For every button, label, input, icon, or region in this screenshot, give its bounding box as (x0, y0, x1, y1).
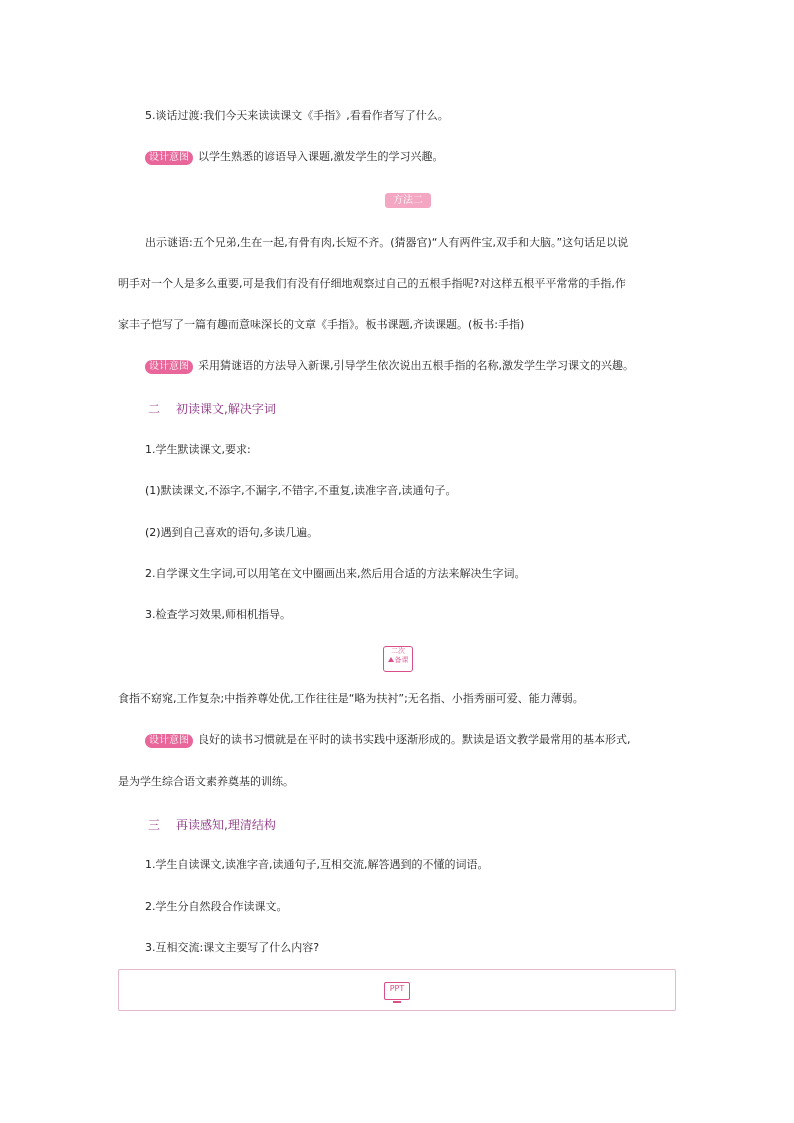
section-title: 初读课文,解决字词 (176, 402, 276, 416)
step-2-reread-text: 2.学生分自然段合作读课文。 (145, 900, 288, 913)
requirement-1-text: (1)默读课文,不添字,不漏字,不错字,不重复,读准字音,读通句子。 (145, 484, 457, 497)
ppt-icon (384, 982, 410, 1000)
section-number: 二 (148, 402, 161, 416)
step-3-reread-text: 3.互相交流:课文主要写了什么内容? (145, 941, 320, 954)
method-two-label: 方法二 (385, 193, 431, 208)
riddle-paragraph-line-1: 出示谜语:五个兄弟,生在一起,有骨有肉,长短不齐。(猜器官)“人有两件宝,双手和大脑。”这句话足以说 (145, 236, 629, 249)
step-2-text: 2.自学课文生字词,可以用笔在文中圈画出来,然后用合适的方法来解决生字词。 (145, 567, 526, 580)
riddle-paragraph-line-2: 明手对一个人是多么重要,可是我们有没有仔细地观察过自己的五根手指呢?对这样五根平平常常的手指,作 (118, 277, 626, 290)
design-intent-text: 以学生熟悉的谚语导入课题,激发学生的学习兴趣。 (198, 150, 444, 163)
design-intent-text: 良好的读书习惯就是在平时的读书实践中逐渐形成的。默读是语文教学最常用的基本形式, (198, 733, 631, 746)
section-number: 三 (148, 818, 161, 832)
step-5-text: 5.谈话过渡:我们今天来读读课文《手指》,看看作者写了什么。 (145, 109, 449, 122)
design-intent-tag: 设计意图 (145, 734, 193, 748)
second-prep-badge-line-1: 二次 (391, 647, 405, 655)
section-heading-3 (148, 818, 276, 832)
second-prep-badge (383, 646, 413, 672)
design-intent-text: 采用猜谜语的方法导入新课,引导学生依次说出五根手指的名称,激发学生学习课文的兴趣。 (198, 359, 634, 372)
riddle-paragraph-line-3: 家丰子恺写了一篇有趣而意味深长的文章《手指》。板书课题,齐读课题。(板书:手指) (118, 318, 525, 331)
finger-description-text: 食指不窈窕,工作复杂;中指养尊处优,工作往往是“略为扶衬”;无名指、小指秀丽可爱、能力薄弱。 (118, 692, 584, 705)
design-intent-3 (145, 733, 631, 748)
second-prep-badge-line-2: 备课 (384, 656, 412, 665)
step-1-reread-text: 1.学生自读课文,读准字音,读通句子,互相交流,解答遇到的不懂的词语。 (145, 858, 489, 871)
design-intent-1 (145, 150, 444, 165)
design-intent-3-continued: 是为学生综合语文素养奠基的训练。 (118, 775, 294, 788)
section-title: 再读感知,理清结构 (176, 818, 276, 832)
step-1-text: 1.学生默读课文,要求: (145, 443, 251, 456)
step-3-text: 3.检查学习效果,师相机指导。 (145, 608, 291, 621)
up-arrow-icon (388, 657, 394, 662)
section-heading-2 (148, 402, 276, 416)
design-intent-2 (145, 359, 634, 374)
requirement-2-text: (2)遇到自己喜欢的语句,多读几遍。 (145, 526, 319, 539)
ppt-label: PPT (389, 984, 405, 993)
design-intent-tag: 设计意图 (145, 360, 193, 374)
design-intent-tag: 设计意图 (145, 151, 193, 165)
ppt-stand (393, 1001, 401, 1003)
ppt-placeholder-box (118, 969, 676, 1011)
